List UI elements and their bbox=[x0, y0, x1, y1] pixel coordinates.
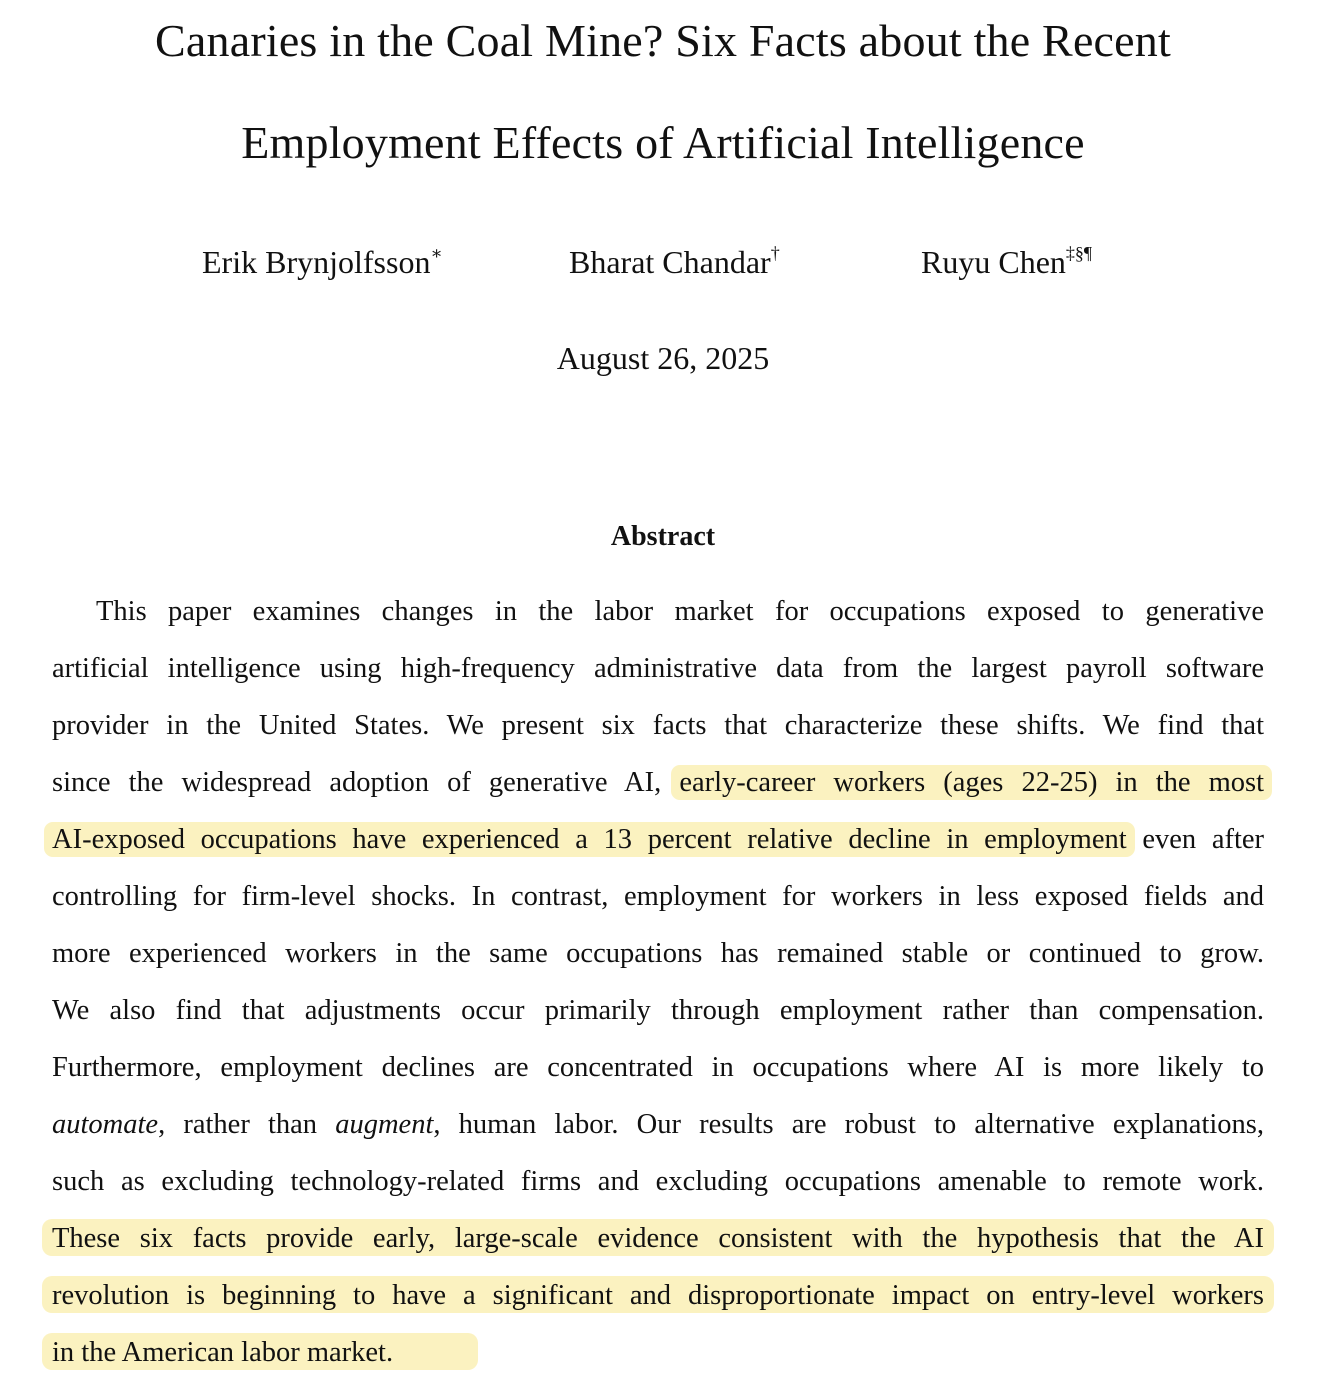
italic-text: augment bbox=[335, 1109, 434, 1140]
abstract-line bbox=[52, 765, 1264, 801]
highlighted-text: AI-exposed occupations have experienced a 13 percent relative decline in employment bbox=[44, 822, 1135, 857]
paper-title-line-1: Canaries in the Coal Mine? Six Facts about the Recent bbox=[155, 15, 1171, 66]
abstract-line: artificial intelligence using high-frequency administrative data from the largest payroll software bbox=[52, 653, 1264, 684]
paper-date: August 26, 2025 bbox=[556, 340, 770, 376]
highlighted-text: early-career workers (ages 22-25) in the most bbox=[671, 765, 1272, 800]
abstract-text: since the widespread adoption of generative AI, bbox=[52, 767, 662, 798]
abstract-line bbox=[52, 1107, 1264, 1143]
abstract-line: controlling for firm-level shocks. In contrast, employment for workers in less exposed fields and bbox=[52, 881, 1264, 912]
abstract-text: even after bbox=[1142, 824, 1265, 855]
abstract-line bbox=[52, 822, 1264, 858]
paper-title-line-2: Employment Effects of Artificial Intelligence bbox=[241, 117, 1085, 168]
author-footnote-mark: ∗ bbox=[430, 243, 443, 264]
author-name: Bharat Chandar bbox=[569, 244, 771, 280]
abstract-text: , rather than bbox=[158, 1109, 318, 1140]
italic-text: automate bbox=[52, 1109, 159, 1140]
abstract-heading: Abstract bbox=[610, 521, 716, 552]
abstract-line: provider in the United States. We present six facts that characterize these shifts. We find that bbox=[52, 710, 1264, 741]
abstract-line: We also find that adjustments occur primarily through employment rather than compensation. bbox=[52, 995, 1264, 1026]
abstract-text: , human labor. Our results are robust to alternative explanations, bbox=[433, 1109, 1264, 1140]
abstract-line: This paper examines changes in the labor market for occupations exposed to generative bbox=[96, 596, 1264, 627]
author-footnote-mark: † bbox=[770, 243, 780, 264]
abstract-line: more experienced workers in the same occupations has remained stable or continued to grow. bbox=[52, 938, 1264, 969]
author-2 bbox=[569, 244, 780, 281]
abstract-line: Furthermore, employment declines are concentrated in occupations where AI is more likely to bbox=[52, 1052, 1264, 1083]
abstract-line: in the American labor market. bbox=[52, 1337, 394, 1368]
abstract-line: These six facts provide early, large-scale evidence consistent with the hypothesis that the AI bbox=[52, 1223, 1264, 1254]
author-footnote-mark: ‡§¶ bbox=[1065, 243, 1093, 264]
author-1 bbox=[202, 244, 443, 281]
author-name: Ruyu Chen bbox=[921, 244, 1066, 280]
author-3 bbox=[921, 244, 1092, 281]
abstract-line: revolution is beginning to have a significant and disproportionate impact on entry-level workers bbox=[52, 1280, 1264, 1311]
abstract-line: such as excluding technology-related firms and excluding occupations amenable to remote work. bbox=[52, 1166, 1264, 1197]
author-name: Erik Brynjolfsson bbox=[202, 244, 431, 280]
